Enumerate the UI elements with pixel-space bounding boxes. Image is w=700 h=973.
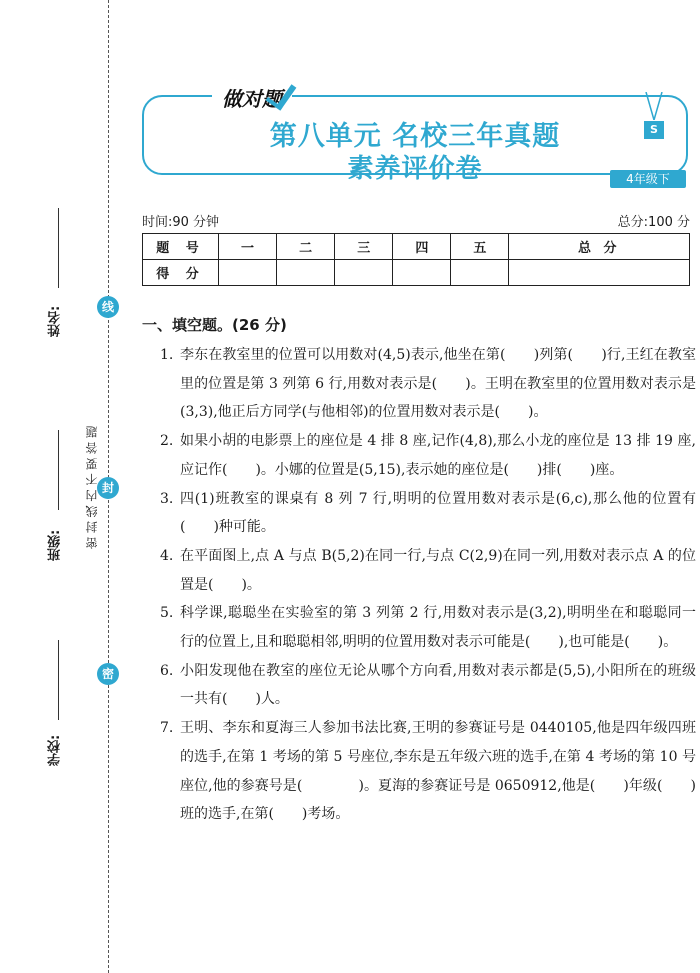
score-input-cell[interactable] — [509, 260, 690, 286]
name-underline — [58, 208, 59, 288]
list-item — [160, 542, 696, 599]
list-item — [160, 341, 696, 427]
score-input-cell[interactable] — [277, 260, 335, 286]
table-row — [143, 260, 690, 286]
school-underline — [58, 640, 59, 720]
score-input-cell[interactable] — [393, 260, 451, 286]
table-cell: 五 — [451, 234, 509, 260]
question-text: 王明、李东和夏海三人参加书法比赛,王明的参赛证号是 0440105,他是四年级四班的选手,在第 1 考场的第 5 号座位,李东是五年级六班的选手,在第 4 考场的第 10 号座位,他的参赛号是( )。夏海的参赛证号是 0650912,他是( )年级( )班的选手,在第( )考场。 — [180, 720, 696, 823]
table-cell: 四 — [393, 234, 451, 260]
question-number: 2. — [160, 433, 174, 450]
table-cell: 一 — [219, 234, 277, 260]
section-title: 一、填空题。(26 分) — [142, 316, 287, 334]
grade-badge: 4年级下 — [610, 170, 686, 188]
table-cell: 得 分 — [143, 260, 219, 286]
question-text: 在平面图上,点 A 与点 B(5,2)在同一行,与点 C(2,9)在同一列,用数对表示点 A 的位置是( )。 — [180, 547, 696, 593]
table-cell: 三 — [335, 234, 393, 260]
list-item — [160, 714, 696, 829]
page-title: 第八单元 名校三年真题 — [269, 121, 561, 152]
seal-feng: 封 — [97, 477, 119, 499]
score-table — [142, 233, 690, 286]
table-cell: 总 分 — [509, 234, 690, 260]
hanger-badge: S — [644, 121, 664, 139]
question-list — [160, 341, 696, 829]
sealing-notice: 密 封 线 内 不 要 答 题 — [85, 426, 99, 550]
score-input-cell[interactable] — [451, 260, 509, 286]
seal-xian: 线 — [97, 296, 119, 318]
total-score: 总分:100 分 — [617, 215, 690, 230]
table-row — [143, 234, 690, 260]
list-item — [160, 599, 696, 656]
school-label: 学校: — [48, 734, 63, 766]
list-item — [160, 427, 696, 484]
page-subtitle: 素养评价卷 — [347, 154, 483, 184]
question-text: 四(1)班教室的课桌有 8 列 7 行,明明的位置用数对表示是(6,c),那么他的位置有( )种可能。 — [180, 490, 696, 536]
question-number: 6. — [160, 662, 174, 679]
class-underline — [58, 430, 59, 510]
banner-tag: 做对题 — [212, 86, 292, 112]
list-item — [160, 657, 696, 714]
question-text: 科学课,聪聪坐在实验室的第 3 列第 2 行,用数对表示是(3,2),明明坐在和聪聪同一行的位置上,且和聪聪相邻,明明的位置用数对表示可能是( ),也可能是( )。 — [180, 605, 696, 651]
question-text: 小阳发现他在教室的座位无论从哪个方向看,用数对表示都是(5,5),小阳所在的班级一共有( )人。 — [180, 662, 696, 708]
class-label: 班级: — [48, 529, 63, 561]
score-input-cell[interactable] — [219, 260, 277, 286]
question-number: 7. — [160, 720, 174, 737]
question-text: 李东在教室里的位置可以用数对(4,5)表示,他坐在第( )列第( )行,王红在教室里的位置是第 3 列第 6 行,用数对表示是( )。王明在教室里的位置用数对表示是(3,3),他正后方同学(与他相邻)的位置用数对表示是( )。 — [180, 347, 696, 421]
time-limit: 时间:90 分钟 — [142, 215, 220, 230]
list-item — [160, 485, 696, 542]
seal-mi: 密 — [97, 663, 119, 685]
name-label: 姓名: — [48, 305, 63, 337]
question-number: 5. — [160, 605, 174, 622]
table-cell: 题 号 — [143, 234, 219, 260]
hanger-icon — [643, 92, 665, 120]
table-cell: 二 — [277, 234, 335, 260]
question-number: 4. — [160, 547, 174, 564]
question-number: 3. — [160, 490, 174, 507]
question-text: 如果小胡的电影票上的座位是 4 排 8 座,记作(4,8),那么小龙的座位是 13 排 19 座,应记作( )。小娜的位置是(5,15),表示她的座位是( )排( )座。 — [180, 433, 696, 478]
score-input-cell[interactable] — [335, 260, 393, 286]
question-number: 1. — [160, 347, 174, 363]
